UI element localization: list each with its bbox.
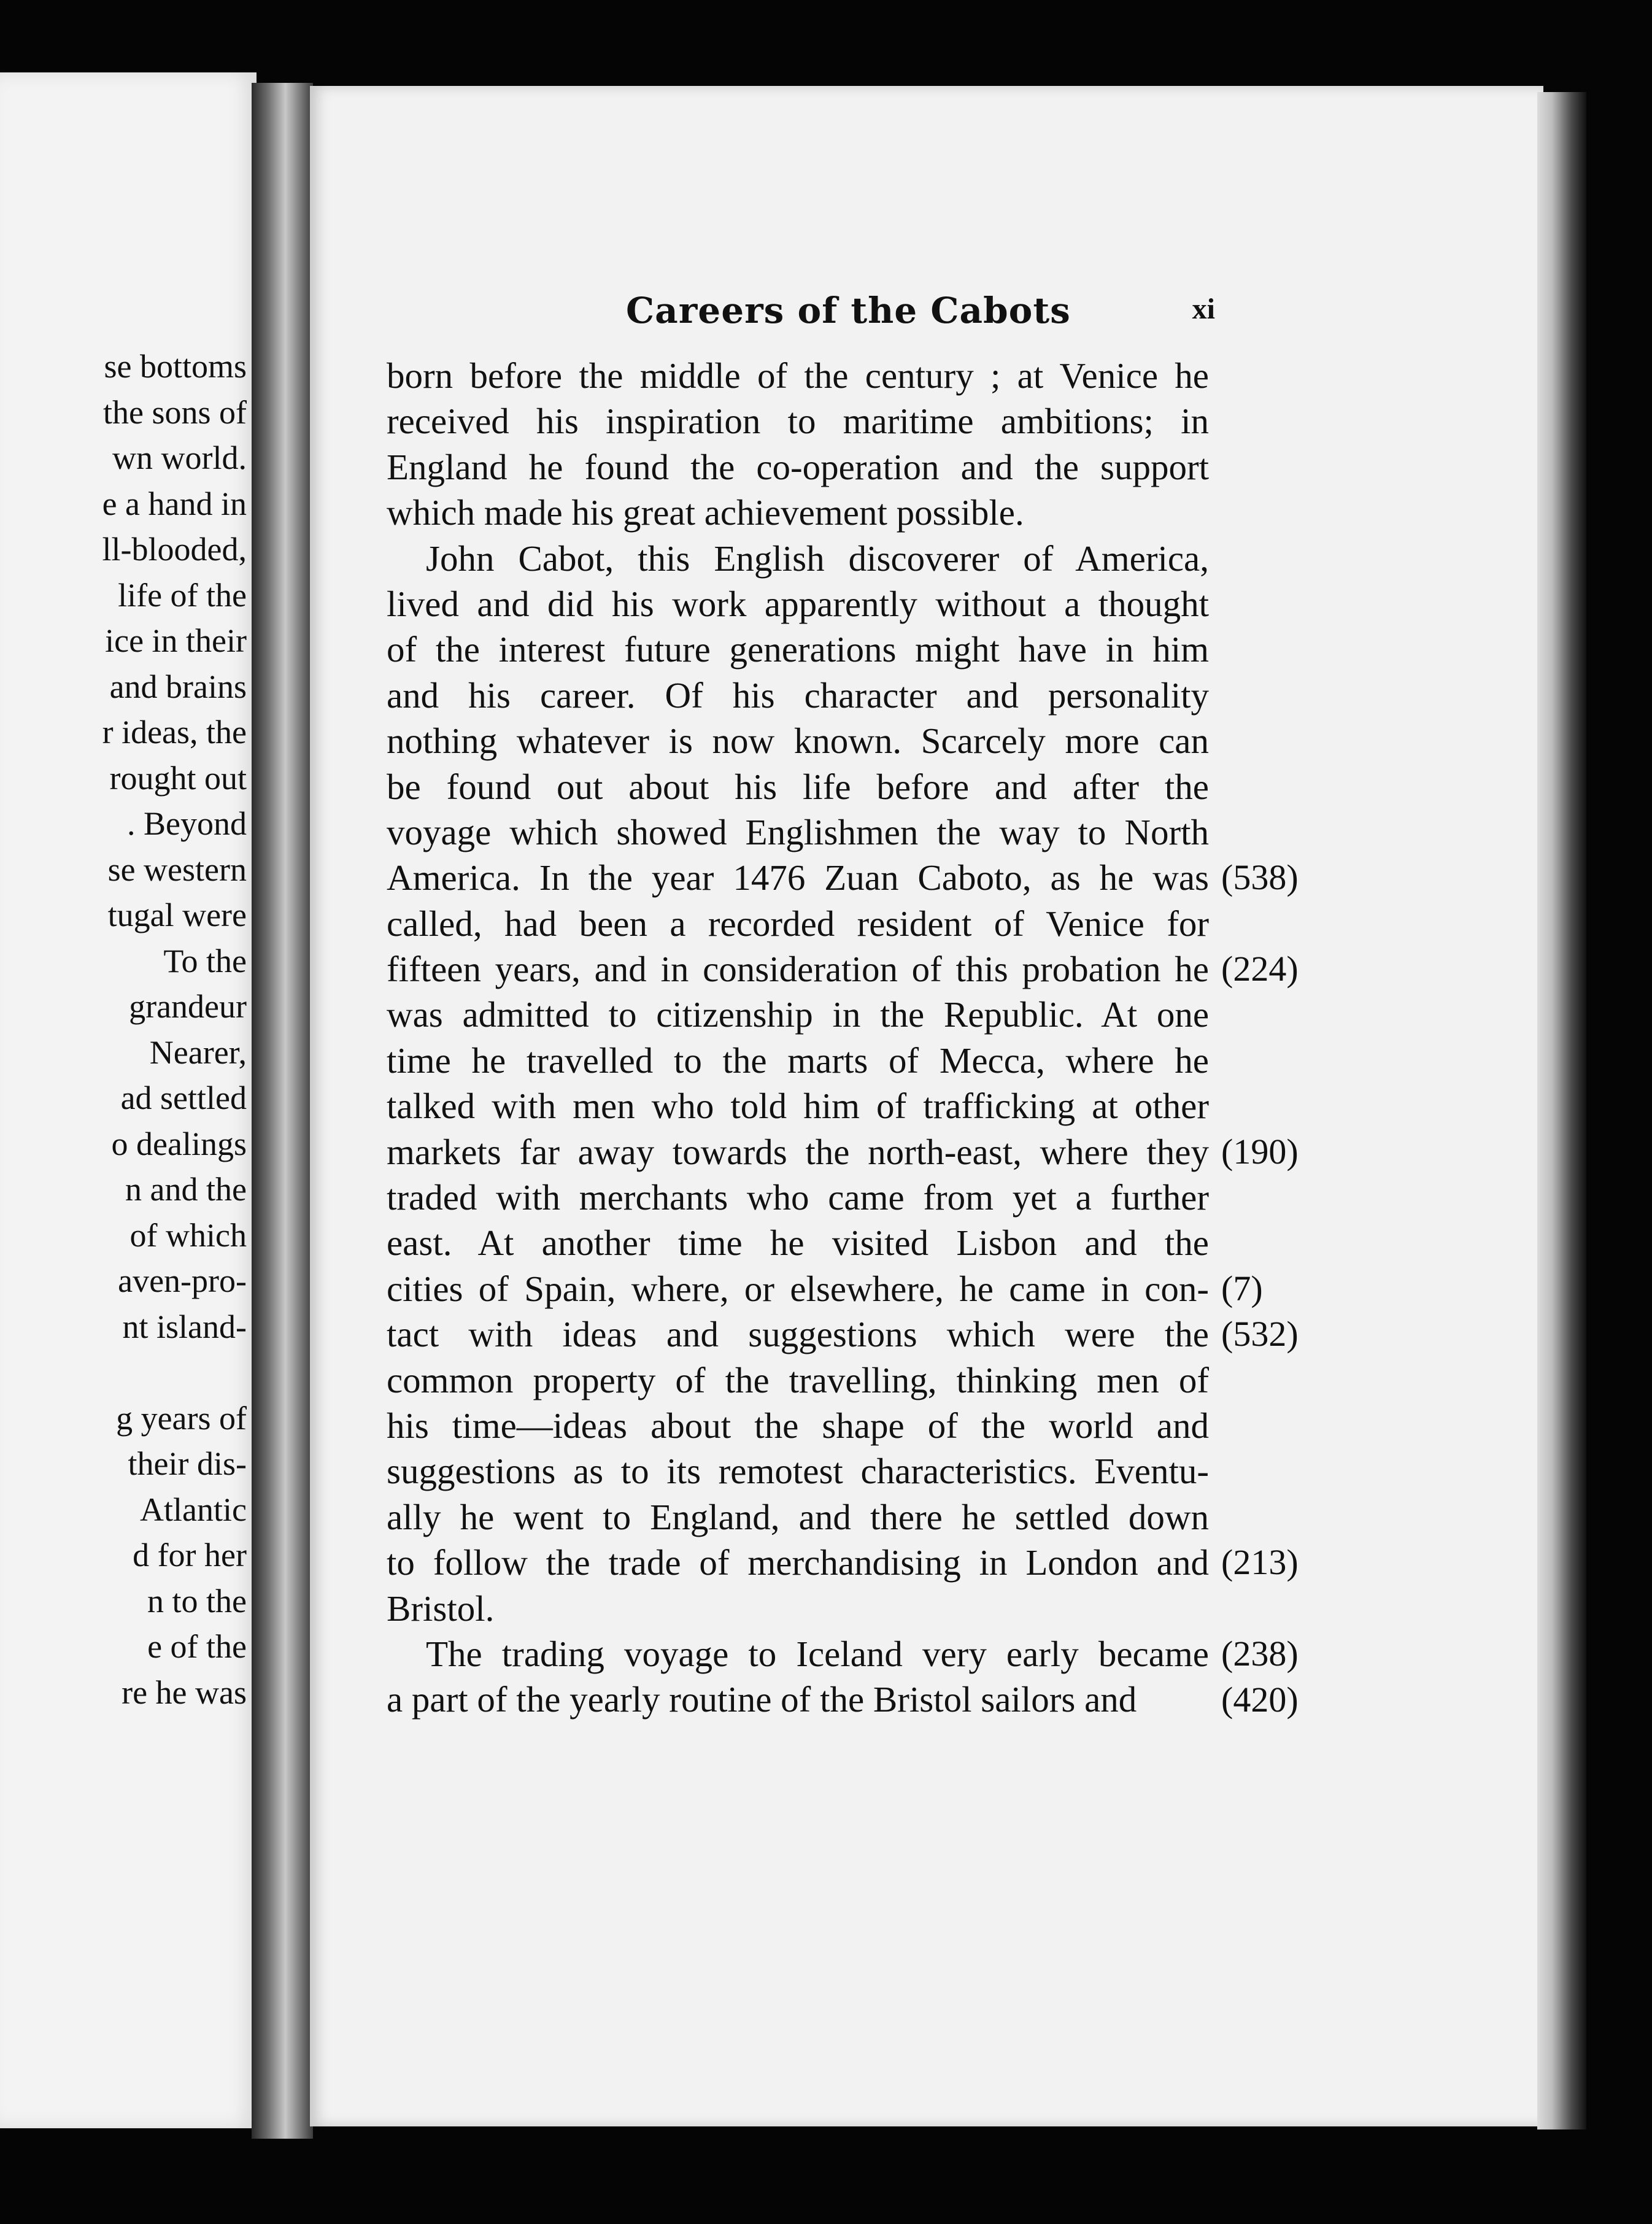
left-page-line: To the <box>163 942 247 979</box>
body-line: cities of Spain, where, or elsewhere, he came in con- <box>387 1268 1209 1309</box>
page-number: xi <box>1192 293 1215 325</box>
margin-reference: (238) <box>1221 1634 1299 1674</box>
page-header <box>626 290 1215 339</box>
left-page-line: ll-blooded, <box>102 531 247 568</box>
left-page-line: of which <box>129 1216 247 1254</box>
body-line: born before the middle of the century ; at Venice he <box>387 355 1209 396</box>
margin-reference: (420) <box>1221 1679 1299 1720</box>
left-page-line: . Beyond <box>127 805 247 842</box>
running-title: Careers of the Cabots <box>626 290 1071 331</box>
body-line: received his inspiration to maritime ambitions; in <box>387 401 1209 442</box>
margin-reference: (213) <box>1221 1542 1299 1583</box>
left-page-line: ice in their <box>105 622 247 659</box>
body-line: be found out about his life before and after the <box>387 766 1209 807</box>
left-page-line: se bottoms <box>104 348 247 385</box>
body-line: The trading voyage to Iceland very early became <box>426 1633 1209 1674</box>
left-page-line: rought out <box>109 759 247 797</box>
body-line: ally he went to England, and there he settled down <box>387 1496 1209 1537</box>
left-page-line: and brains <box>109 668 247 705</box>
left-page-line: the sons of <box>103 393 247 431</box>
body-line: traded with merchants who came from yet a further <box>387 1177 1209 1218</box>
left-page-line <box>0 1349 252 1396</box>
left-page-line: n and the <box>125 1171 247 1208</box>
left-page-line: re he was <box>122 1674 247 1711</box>
body-line: common property of the travelling, thinking men of <box>387 1359 1209 1400</box>
left-page <box>0 72 257 2128</box>
body-line: was admitted to citizenship in the Republic. At one <box>387 994 1209 1035</box>
left-page-line: grandeur <box>129 988 247 1025</box>
left-page-line: ad settled <box>120 1079 247 1116</box>
left-page-line: Nearer, <box>149 1033 247 1071</box>
left-page-line: d for her <box>133 1537 247 1573</box>
body-line: and his career. Of his character and personality <box>387 674 1209 716</box>
left-page-line: e of the <box>147 1628 247 1665</box>
body-line: a part of the yearly routine of the Bristol sailors and <box>387 1679 1137 1720</box>
body-line: tact with ideas and suggestions which were the <box>387 1314 1209 1355</box>
body-line: which made his great achievement possible. <box>387 492 1024 533</box>
body-line: voyage which showed Englishmen the way to North <box>387 811 1209 852</box>
body-line: Bristol. <box>387 1588 495 1629</box>
body-line: called, had been a recorded resident of Venice for <box>387 903 1209 944</box>
left-page-line: aven-pro- <box>118 1262 247 1299</box>
body-line: of the interest future generations might have in him <box>387 629 1209 670</box>
left-page-line: tugal were <box>107 897 247 933</box>
left-page-line: Atlantic <box>140 1491 247 1528</box>
book-gutter <box>252 83 313 2139</box>
margin-reference: (7) <box>1221 1268 1263 1308</box>
body-line: talked with men who told him of trafficking at other <box>387 1086 1209 1127</box>
left-page-line: their dis- <box>128 1445 247 1482</box>
body-line: nothing whatever is now known. Scarcely more can <box>387 720 1209 762</box>
body-line: his time—ideas about the shape of the world and <box>387 1405 1209 1446</box>
margin-reference: (538) <box>1221 857 1299 898</box>
body-line: suggestions as to its remotest characteristics. Eventu- <box>387 1451 1209 1492</box>
margin-reference: (532) <box>1221 1314 1299 1354</box>
left-page-line: g years of <box>116 1399 247 1437</box>
left-page-line: nt island- <box>122 1308 247 1345</box>
left-page-line: wn world. <box>112 439 247 476</box>
margin-reference: (190) <box>1221 1131 1299 1172</box>
body-line: east. At another time he visited Lisbon and the <box>387 1222 1209 1264</box>
body-line: markets far away towards the north-east, where they <box>387 1131 1209 1172</box>
left-page-line: se western <box>107 851 247 888</box>
body-line: to follow the trade of merchandising in London and <box>387 1542 1209 1583</box>
left-page-text <box>0 344 252 1715</box>
left-page-line: e a hand in <box>102 485 247 522</box>
body-line: America. In the year 1476 Zuan Caboto, as he was <box>387 857 1209 898</box>
body-line: John Cabot, this English discoverer of America, <box>426 538 1209 579</box>
left-page-line: n to the <box>147 1582 247 1620</box>
body-line: time he travelled to the marts of Mecca, where he <box>387 1040 1209 1081</box>
body-line: England he found the co-operation and the support <box>387 446 1209 487</box>
page-edge <box>1537 92 1586 2129</box>
left-page-line: o dealings <box>111 1125 247 1162</box>
body-line: fifteen years, and in consideration of this probation he <box>387 949 1209 990</box>
margin-reference: (224) <box>1221 949 1299 989</box>
body-line: lived and did his work apparently without a thought <box>387 583 1209 624</box>
left-page-line: life of the <box>118 576 247 614</box>
body-text <box>387 353 1209 1723</box>
left-page-line: r ideas, the <box>102 714 247 751</box>
